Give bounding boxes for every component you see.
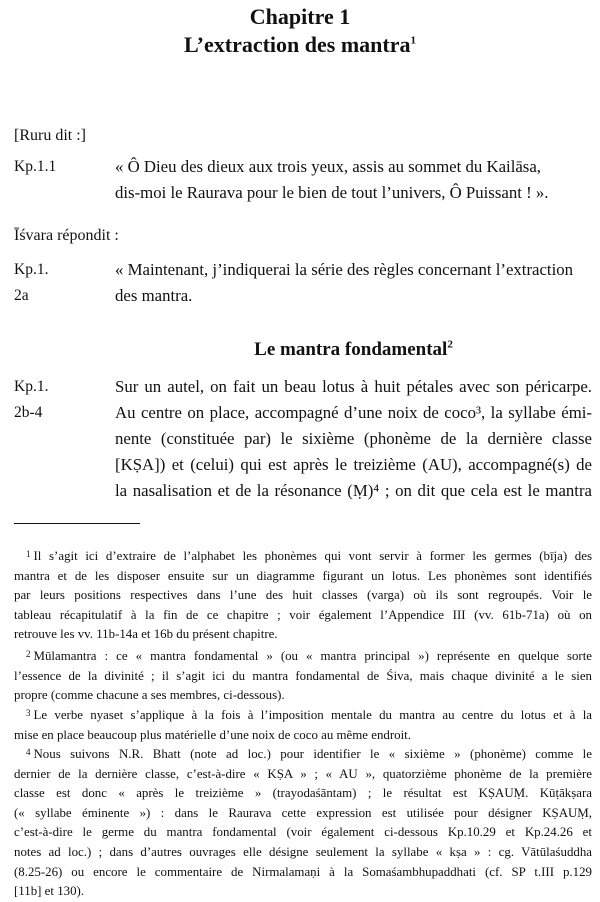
footnote-line: (8.25-26) ou encore le commentaire de Nirmalamaṇi à la Somaśambhupaddhati (cf. SP t.III p.129 bbox=[14, 864, 592, 879]
verse-3 bbox=[115, 374, 592, 504]
chapter-number: Chapitre 1 bbox=[249, 4, 351, 29]
footnote-number: 4 bbox=[26, 747, 31, 757]
footnote-separator bbox=[14, 523, 140, 524]
ref-line: 2a bbox=[14, 287, 29, 304]
verse-line: « Maintenant, j’indiquerai la série des règles concernant l’extraction bbox=[115, 260, 574, 279]
verse-line: [KṢA]) et (celui) qui est après le treizième (AU), accompagné(s) de bbox=[115, 455, 592, 474]
footnote-line: $^2$ Mūlamantra : ce « mantra fondamental » (ou « mantra principal ») représente en quelque sorte bbox=[26, 649, 592, 663]
footnote-2 bbox=[14, 645, 592, 706]
footnote-line: classe est donc « après le treizième » (trayodaśāntam) ; le résultat est KṢAUṂ. Kūṭākṣara bbox=[14, 786, 592, 801]
verse-1 bbox=[115, 154, 592, 206]
verse-line: Au centre on place, accompagné d’une noix de coco³, la syllabe émi- bbox=[115, 403, 592, 422]
footnote-line: tableau récapitulatif à la fin de ce chapitre ; voir également l’Appendice III (vv. 61b-71a) où on bbox=[14, 607, 592, 622]
verse-ref-2 bbox=[14, 257, 84, 309]
footnote-line: [11b] et 130). bbox=[14, 884, 85, 899]
verse-ref-1: Kp.1.1 bbox=[14, 158, 57, 175]
footnote-line: (« syllabe éminente ») : dans le Raurava cette expression est utilisée pour désigner KṢAUṂ, bbox=[14, 805, 592, 820]
footnote-line: dernier de la dernière classe, c’est-à-dire « KṢA » ; « AU », quatorzième phonème de la première bbox=[14, 766, 592, 781]
speaker-ruru: [Ruru dit :] bbox=[14, 127, 86, 144]
footnote-number: 2 bbox=[26, 649, 31, 659]
footnote-line: mantra et de les disposer ensuite sur un diagramme figurant un lotus. Les phonèmes sont identifiés bbox=[14, 568, 592, 583]
footnote-line: $^1$ Il s’agit ici d’extraire de l’alphabet les phonèmes qui vont servir à former les germes (bīja) des bbox=[26, 549, 592, 563]
verse-line: nente (constituée par) le sixième (phonème de la dernière classe bbox=[115, 429, 592, 448]
chapter-title bbox=[0, 32, 600, 58]
verse-2 bbox=[115, 257, 592, 309]
footnote-number: 1 bbox=[26, 549, 31, 559]
verse-ref-3 bbox=[14, 374, 84, 426]
verse-line: « Ô Dieu des dieux aux trois yeux, assis au sommet du Kailāsa, bbox=[115, 157, 541, 176]
footnote-line: propre (comme chacune a ses membres, ci-dessous). bbox=[14, 688, 285, 703]
verse-line: des mantra. bbox=[115, 286, 193, 305]
footnote-line: mise en place beaucoup plus matérielle d’une noix de coco au même endroit. bbox=[14, 727, 411, 742]
footnote-line: retrouve les vv. 11b-14a et 16b du présent chapitre. bbox=[14, 627, 278, 642]
chapter-title-text: L’extraction des mantra bbox=[184, 32, 411, 57]
footnote-line: l’essence de la divinité ; il s’agit ici du mantra fondamental de Śiva, mais chaque divinité a le sien bbox=[14, 668, 592, 683]
ref-line: Kp.1. bbox=[14, 261, 49, 278]
footnote-line: $^3$ Le verbe nyaset s’applique à la fois à l’imposition mentale du mantra au centre du lotus et à la bbox=[26, 708, 592, 722]
footnote-ref-1[interactable]: 1 bbox=[410, 34, 416, 47]
verse-line: la nasalisation et de la résonance (Ṃ)⁴ ; on dit que cela est le mantra bbox=[115, 481, 592, 500]
footnote-line: notes ad loc.) ; dans d’autres ouvrages elle désigne seulement la syllabe « kṣa » : cg. Vātūlaśuddha bbox=[14, 844, 592, 859]
verse-line: dis-moi le Raurava pour le bien de tout l’univers, Ô Puissant ! ». bbox=[115, 183, 549, 202]
verse-line: Sur un autel, on fait un beau lotus à huit pétales avec son péricarpe. bbox=[115, 377, 592, 396]
footnote-line: par leurs positions respectives dans l’une des huit classes (varga) où ils sont regroupés. Voir le bbox=[14, 588, 592, 603]
speaker-isvara: Īśvara répondit : bbox=[14, 227, 119, 244]
footnote-number: 3 bbox=[26, 708, 31, 718]
footnote-3 bbox=[14, 704, 592, 745]
ref-line: 2b-4 bbox=[14, 404, 43, 421]
footnote-4 bbox=[14, 743, 592, 902]
footnote-line: $^4$ Nous suivons N.R. Bhatt (note ad loc.) pour identifier le « sixième » (phonème) comme le bbox=[26, 747, 592, 761]
ref-line: Kp.1. bbox=[14, 378, 49, 395]
section-title: Le mantra fondamental bbox=[254, 339, 448, 360]
footnote-line: c’est-à-dire le germe du mantra fondamental (voir également ci-dessous Kp.10.29 et Kp.24.26 et bbox=[14, 825, 592, 840]
section-heading bbox=[115, 338, 592, 362]
footnote-1 bbox=[14, 545, 592, 645]
footnote-ref-2[interactable]: 2 bbox=[447, 338, 453, 351]
